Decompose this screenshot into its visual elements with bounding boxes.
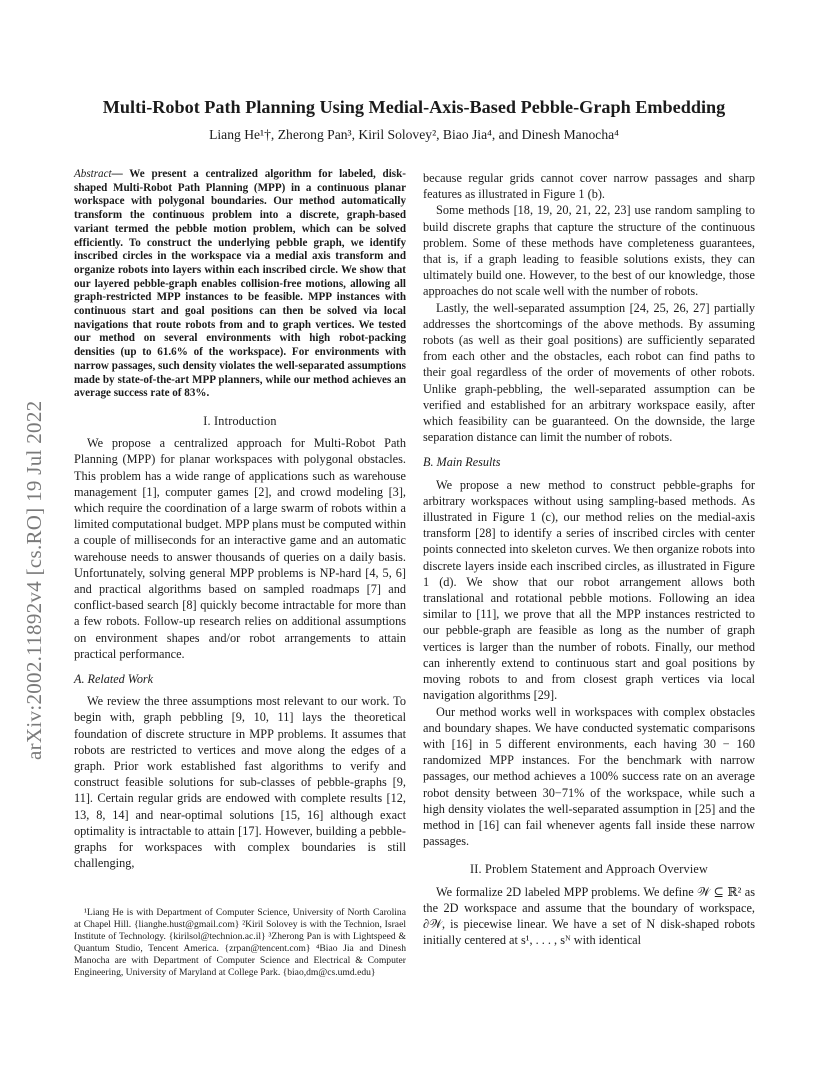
paragraph-continuation: because regular grids cannot cover narrow passages and sharp features as illustrated in Figure 1 (b).	[423, 171, 755, 202]
left-column	[74, 168, 406, 871]
paper-title: Multi-Robot Path Planning Using Medial-Axis-Based Pebble-Graph Embedding	[102, 97, 726, 117]
subsection-heading-main-results: B. Main Results	[423, 455, 501, 470]
paragraph-problem-statement: We formalize 2D labeled MPP problems. We define 𝒲 ⊆ ℝ² as the 2D workspace and assume that the boundary of workspace, ∂𝒲, is piecewise linear. We have a set of N disk-shaped robots initially centered at s¹, . . . , sᴺ with identical	[423, 884, 755, 948]
paragraph-intro: We propose a centralized approach for Multi-Robot Path Planning (MPP) for planar workspaces with polygonal obstacles. This problem has a wide range of applications such as warehouse management [1], computer games [2], and crowd modeling [3], which require the coordination of a large swarm of robots within a limited computational budget. MPP plans must be computed within a couple of milliseconds for an interactive game and an automatic warehouse needs to answer thousands of queries on a daily basis. Unfortunately, solving general MPP problems is NP-hard [4, 5, 6] and practical algorithms based on sampled roadmaps [7] and conflict-based search [8] quickly become intractable for more than a few robots. Follow-up research relies on additional assumptions on environment shapes and/or robot arrangements to attain practical performance.	[74, 436, 406, 661]
paragraph-sampling-methods: Some methods [18, 19, 20, 21, 22, 23] use random sampling to build discrete graphs that capture the structure of the continuous problem. Some of these methods have completeness guarantees, that is, if a graph leading to feasible solutions exists, they can ultimately build one. However, to the best of our knowledge, those approaches do not scale well with the number of robots.	[423, 203, 755, 299]
footnote-text: ¹Liang He is with Department of Computer Science, University of North Carolina at Chapel Hill. {lianghe.hust@gmail.com} ²Kiril Solovey is with the Technion, Israel Institute of Technology. {kirilsol@technion.ac.il} ³Zherong Pan is with Lightspeed & Quantum Studio, Tencent America. {zrpan@tencent.com} ⁴Biao Jia and Dinesh Manocha are with Department of Computer Science and Electrical & Computer Engineering, University of Maryland at College Park. {biao,dm@cs.umd.edu}	[74, 907, 406, 978]
right-column	[423, 170, 755, 948]
abstract	[74, 168, 406, 401]
section-heading-introduction: I. Introduction	[203, 413, 277, 428]
subsection-heading-related-work: A. Related Work	[74, 672, 154, 686]
abstract-lead: Abstract	[74, 168, 112, 180]
paragraph-evaluation: Our method works well in workspaces with complex obstacles and boundary shapes. We have conducted systematic comparisons with [16] in 5 different environments, each having 30 − 160 randomized MPP instances. For the benchmark with narrow passages, our method achieves a 100% success rate on an average robot density between 30−71% of the workspace, while such a high density violates the well-separated assumption in [25] and the method in [16] can fail whenever agents fall inside these narrow passages.	[423, 704, 755, 849]
paragraph-related-work: We review the three assumptions most relevant to our work. To begin with, graph pebbling [9, 10, 11] lays the theoretical foundation of discrete structure in MPP problems. It assumes that robots are restricted to vertices and move along the edges of a graph. Prior work established fast algorithms to verify and construct feasible solutions for sub-classes of pebble-graphs [9, 11]. Certain regular grids are endowed with complete results [12, 13, 8, 14] and near-optimal solutions [15, 16] although exact optimality is intractable to attain [17]. However, building a pebble-graphs for workspaces with complex boundaries is still challenging,	[74, 694, 406, 871]
section-heading-problem-statement: II. Problem Statement and Approach Overview	[469, 862, 709, 877]
author-list: Liang He¹†, Zherong Pan³, Kiril Solovey², Biao Jia⁴, and Dinesh Manocha⁴	[209, 127, 619, 142]
author-footnote	[74, 907, 406, 979]
arxiv-identifier-stamp: arXiv:2002.11892v4 [cs.RO] 19 Jul 2022	[22, 400, 46, 760]
abstract-text: — We present a centralized algorithm for labeled, disk-shaped Multi-Robot Path Planning (MPP) in a continuous planar workspace with polygonal boundaries. Our method automatically transform the continuous problem into a discrete, graph-based variant termed the pebble motion problem, which can be solved efficiently. To construct the underlying pebble graph, we identify inscribed circles in the workspace via a medial axis transform and organize robots into layers within each inscribed circle. We show that our layered pebble-graph enables collision-free motions, allowing all graph-restricted MPP instances to be feasible. MPP instances with continuous start and goal positions can then be solved via local navigations that route robots from and to graph vertices. We tested our method on several environments with high robot-packing densities (up to 61.6% of the workspace). For environments with narrow passages, such density violates the well-separated assumptions made by state-of-the-art MPP planners, while our method achieves an average success rate of 83%.	[74, 168, 406, 400]
paragraph-main-results: We propose a new method to construct pebble-graphs for arbitrary workspaces without using sampling-based methods. As illustrated in Figure 1 (c), our method relies on the medial-axis transform [28] to identify a series of inscribed circles with center points connected into skeleton curves. We then organize robots into discrete layers inside each inscribed circles, as illustrated in Figure 1 (d). We show that our robot arrangement allows both translational and rotational pebble motions. Following an idea similar to [11], we prove that all the MPP instances restricted to our pebble-graph are feasible as long as the number of graph vertices is larger than the number of robots. Finally, our method can inherently extend to continuous start and goal positions by moving robots to and from closest graph vertices via local navigation algorithms [29].	[423, 477, 755, 703]
paragraph-well-separated: Lastly, the well-separated assumption [24, 25, 26, 27] partially addresses the shortcomings of the above methods. By assuming robots (as well as their goal positions) are sufficiently separated from each other and the obstacles, each robot can find paths to their goal regardless of the order of movements of other robots. Unlike graph-pebbling, the well-separated assumption can be verified and established for an arbitrary workspace easily, after which feasibility can be guaranteed. On the downside, the large separation distance can limit the number of robots.	[423, 300, 755, 445]
